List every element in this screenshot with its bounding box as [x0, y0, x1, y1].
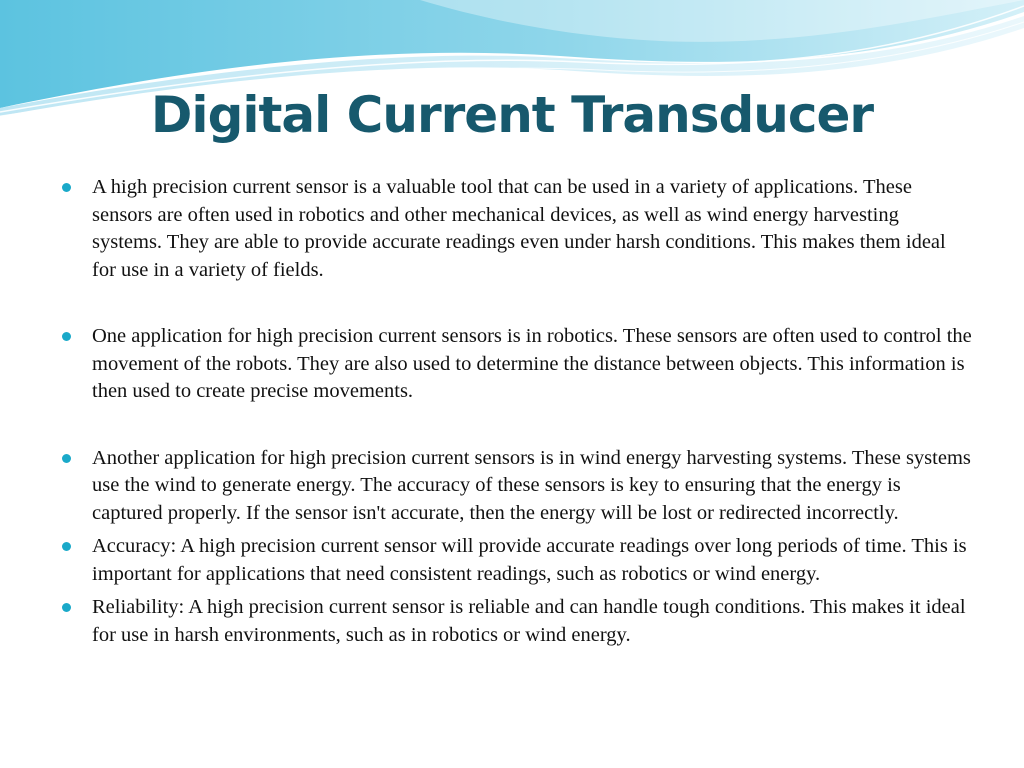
bullet-list — [62, 174, 972, 649]
bullet-item — [62, 594, 972, 649]
bullet-text: Accuracy: A high precision current sensor will provide accurate readings over long periods of time. This is important for applications that need consistent readings, such as robotics or wind energy. — [92, 535, 967, 585]
bullet-dot-icon — [62, 542, 71, 551]
bullet-text: One application for high precision current sensors is in robotics. These sensors are often used to control the movement of the robots. They are also used to determine the distance between objects. This information is then used to create precise movements. — [92, 325, 972, 402]
bullet-item — [62, 323, 972, 406]
bullet-item — [62, 445, 972, 528]
slide-title: Digital Current Transducer — [150, 86, 874, 144]
bullet-text: Another application for high precision current sensors is in wind energy harvesting systems. These systems use the wind to generate energy. The accuracy of these sensors is key to ensuring that the energy is captured properly. If the sensor isn't accurate, then the energy will be lost or redirected incorrectly. — [92, 446, 971, 524]
bullet-text: A high precision current sensor is a valuable tool that can be used in a variety of applications. These sensors are often used in robotics and other mechanical devices, as well as wind energy harvesting systems. They are able to provide accurate readings even under harsh conditions. This makes them ideal for use in a variety of fields. — [92, 176, 946, 281]
bullet-dot-icon — [62, 183, 71, 192]
bullet-item — [62, 533, 972, 588]
bullet-dot-icon — [62, 603, 71, 612]
bullet-text: Reliability: A high precision current sensor is reliable and can handle tough conditions. This makes it ideal for use in harsh environments, such as in robotics or wind energy. — [92, 596, 966, 646]
bullet-dot-icon — [62, 454, 71, 463]
bullet-item — [62, 174, 972, 284]
bullet-dot-icon — [62, 332, 71, 341]
